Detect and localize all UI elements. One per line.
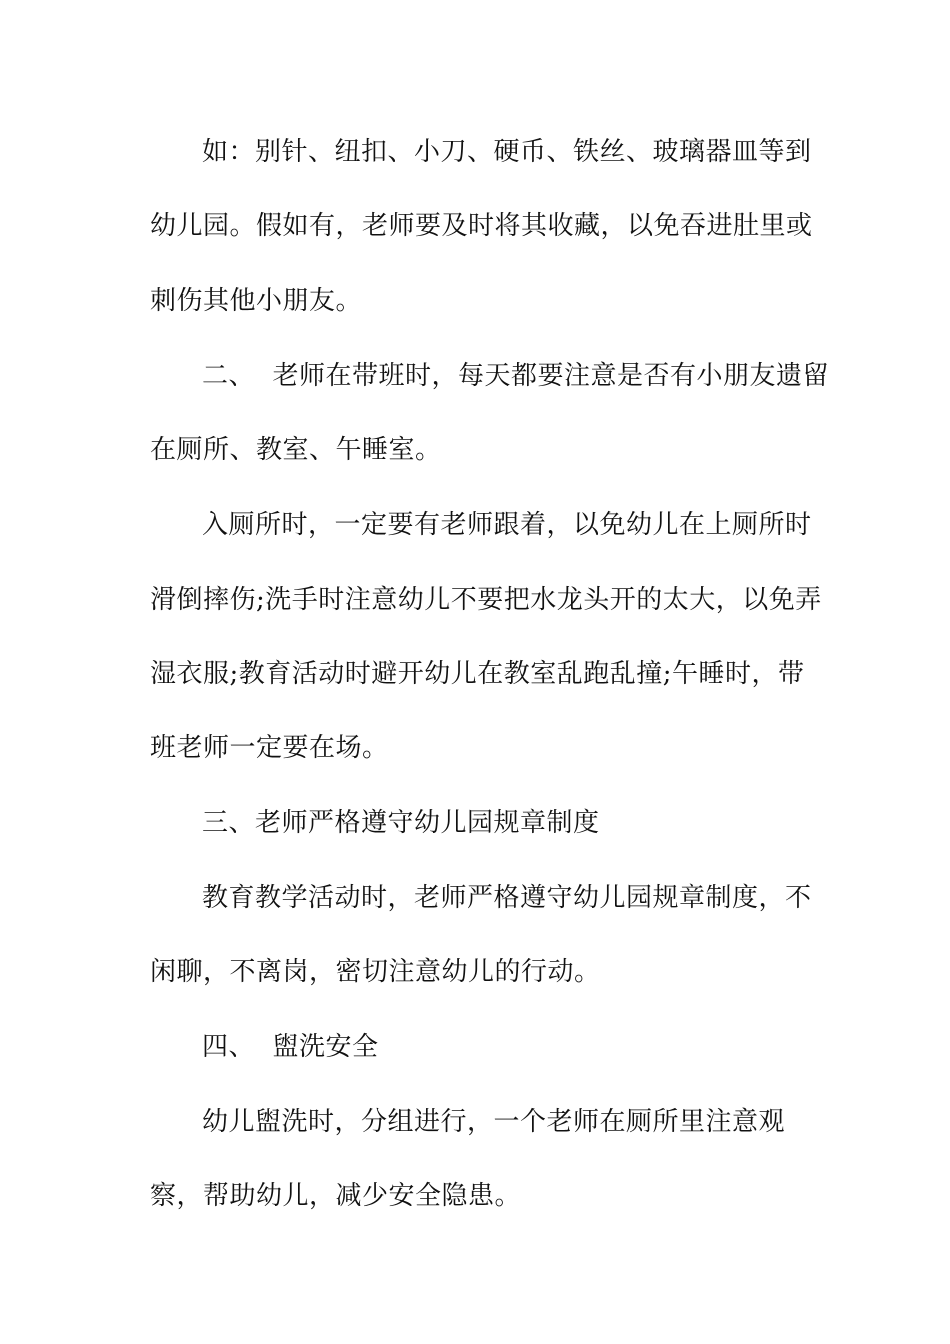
paragraph-line: 入厕所时，一定要有老师跟着，以免幼儿在上厕所时: [202, 510, 812, 540]
paragraph-line: 闲聊，不离岗，密切注意幼儿的行动。: [150, 957, 601, 987]
paragraph-line: 湿衣服;教育活动时避开幼儿在教室乱跑乱撞;午睡时，带: [150, 659, 805, 689]
paragraph-line: 幼儿盥洗时，分组进行，一个老师在厕所里注意观: [202, 1107, 786, 1137]
section-heading-4: 四、 盥洗安全: [202, 1032, 379, 1062]
section-heading-3: 三、老师严格遵守幼儿园规章制度: [202, 808, 600, 838]
section-heading-2: 二、 老师在带班时，每天都要注意是否有小朋友遗留: [202, 361, 830, 391]
paragraph-line: 教育教学活动时，老师严格遵守幼儿园规章制度，不: [202, 883, 812, 913]
paragraph-line: 察，帮助幼儿，减少安全隐患。: [150, 1181, 522, 1211]
paragraph-line: 滑倒摔伤;洗手时注意幼儿不要把水龙头开的太大，以免弄: [150, 585, 822, 615]
paragraph-line: 幼儿园。假如有，老师要及时将其收藏，以免吞进肚里或: [150, 211, 813, 241]
paragraph-line: 刺伤其他小朋友。: [150, 286, 363, 316]
paragraph-line: 如：别针、纽扣、小刀、硬币、铁丝、玻璃器皿等到: [202, 137, 812, 167]
paragraph-line: 班老师一定要在场。: [150, 733, 389, 763]
paragraph-line: 在厕所、教室、午睡室。: [150, 435, 442, 465]
